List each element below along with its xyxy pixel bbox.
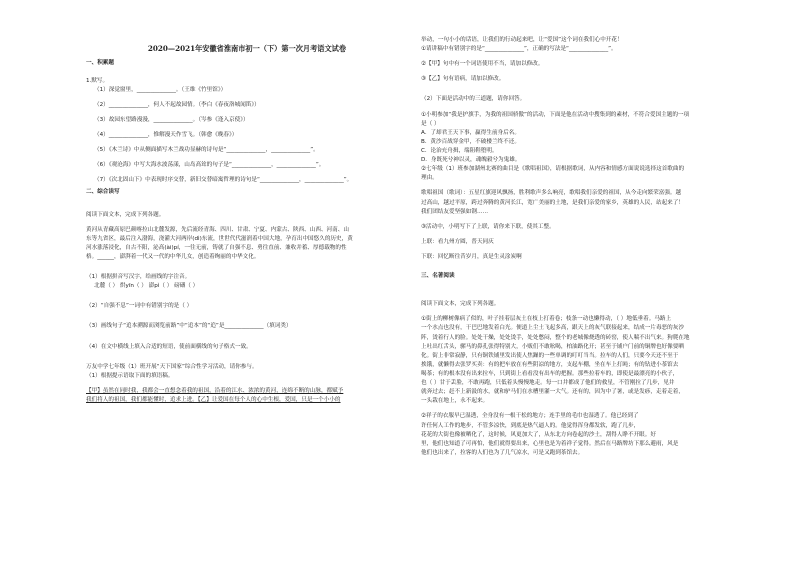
pinyin-blanks: 北麓（ ） 烘yīn（ ） 澎pì（ ） 磅礴（ ） (94, 283, 199, 290)
couplet-upper: 上联：看九州方圆，普天同庆 (421, 238, 494, 245)
speech-continuation: 举动，一句小小的话语，让我们的行动起来吧，让“爱国”这个词在我们心中开花！ (421, 37, 623, 43)
novel-line: 上吐出红舌头，骡马的鼻孔张得特别大，小贩们不敢吆喝，柏油路化开；甚至于铺户门前的铜牌也好像要晒 (421, 343, 684, 350)
dictation-item: （3）故园东望路漫漫，______________。（岑参《逢入京使》） (94, 116, 249, 123)
question-1-heading: 1.默写。 (86, 77, 109, 84)
novel-line: 一个水点也没有，干巴巴地发着白光。便道上尘土飞起多高，跟天上的灰气联接起来，结成一片毒恶的灰沙 (421, 325, 684, 332)
option-b: B．黄沙百战穿金甲，不破楼兰终不还。 (421, 138, 520, 145)
exam-title: 2020—2021年安徽省淮南市初一（下）第一次月考语文试卷 (147, 44, 347, 53)
reading-intro: 阅读下面文本，完成下列各题。 (86, 211, 165, 218)
novel-line: 阵，烫着行人的脸。处处干燥，处处烫手，处处憋闷，整个的老城像烧透的砖窑，使人喘不出气来。狗爬在地 (421, 334, 690, 341)
dictation-item: （1）深觉窗里，______________。（王维《竹里馆》） (94, 86, 227, 93)
passage-line: 东等九省区，最后注入渤海，浇灌大河两岸(dì)东流，世世代代滋润着中国大地，孕育出中国悠久的历史，黄 (86, 235, 353, 242)
novel-line: 也（ ）甘于丢脸，不敢再跑，只低着头慢慢地走。每一口井都成了他们的救星，不管刚拉了几步，见井 (421, 380, 675, 387)
dictation-item: （7）《次北固山下》中表现时序交替，新旧交替暗寓哲理的诗句是“______________，______________”。 (94, 177, 353, 184)
novel-line: 花花的大街也像被晒化了，这时候，风更加大了，从东北方向卷起的沙土，刮得人睁不开眼。好 (421, 431, 656, 438)
lyrics-line: 歌唱祖国（歌词）：五星红旗迎风飘扬，胜利歌声多么响亮，歌唱我们亲爱的祖国，从今走向繁荣富强。越 (421, 190, 682, 197)
sub-question-1: （1）根据拼音写汉字，给画线的字注音。 (86, 274, 191, 281)
passage-line: 格。______，澎湃着一代又一代的中华儿女，创造着绚丽的中华文化。 (86, 253, 260, 260)
sub-question-heading: （2）下面是活动中的三道题，请你回答。 (421, 96, 526, 103)
novel-line: 喝茶；有的根本没有出来拉车，只到街上看看没有出车的把握。那些拉着车的，即使是最漂亮的小伙子， (421, 370, 679, 377)
task-item: ①请讲稿中有错别字的是“______________”，正确的写法是“______________”。 (421, 46, 617, 53)
novel-line: 许任何人工作的地步，不管多凉快，到底是热气逼人的。他觉得浑身都发软，跑了几步， (421, 422, 640, 429)
dictation-item: （5）《木兰诗》中从侧面描写木兰战功显赫的诗句是“______________，______________”。 (94, 147, 319, 154)
activity-sub: （1）根据提示语取下面的填语稿。 (86, 372, 174, 379)
option-c: C．论治充舟揖，端阻鞋堕明。 (421, 147, 498, 154)
speech-line: 我们将人的祖国，我们都能懂时，追求上进。【乙】让爱国在每个人的心中生根，爱国，只是一个小小的 (86, 396, 341, 403)
novel-line: 挨饿，就懒得去张罗买卖：有的把车放在有些阴凉的地方，支起车棚，坐在车上打盹；有的钻进小茶馆去 (421, 361, 679, 368)
sub-question-3: （3）画线句子“追本溯源而浏览前路”中“追本”的“追”是______________（填词类） (86, 323, 292, 330)
section-heading-3: 三、名著阅读 (421, 273, 455, 280)
dictation-item: （2）______________，何人不起故园情。（李白《春夜洛城闻笛》） (94, 101, 260, 108)
novel-line: 就奔过去；赶不上新汲的水，就和驴马们在水槽里灌一大气。还有的，因为中了暑，或是发痧，走着走着， (421, 389, 684, 396)
novel-line: 他们也出来了，拉客的人们也为了几气凉水，可是又跑到茶馆去。 (421, 449, 584, 456)
speech-line: 【甲】虽然在同时我，我都会一直想念着我的祖国，沿着的江水、浓浓的黄河，连绵不断的山脉，都赋予 (86, 387, 344, 394)
section-heading-2: 二、综合读写 (86, 189, 120, 196)
mc-question: ①小明参加“我是护旗手，为我的祖国骄傲”的活动，下面是他在活动中搜集到的素材，不符合爱国主题的一项 (421, 111, 690, 118)
novel-line: 化。街上非常寂静，只有铜铁铺里发出使人焦躁的一些单调的叮叮当当。拉车的人们，只要今天还不至于 (421, 352, 679, 359)
novel-line: ②祥子的衣服早已湿透，全身没有一根干松的地方；连手里的毛巾也湿透了。他已经到了 (421, 413, 639, 420)
left-column (86, 0, 408, 562)
dictation-item: （4）______________，惟解漫天作雪飞。（韩愈《晚春》） (94, 131, 238, 138)
novel-line: ①街上的柳树像病了似的，叶子挂着层灰土在枝上打着卷；枝条一动也懒得动，（ ）地低垂着。马路上 (421, 316, 672, 323)
option-a: A．了却君王天下事，赢得生前身后名。 (421, 129, 520, 136)
song-question: 理由。 (421, 175, 438, 182)
passage-line: 黄河从青藏高原巴颜喀拉山北麓发源，先后流经青海、四川、甘肃、宁夏、内蒙古、陕西、山西、河南、山 (86, 226, 349, 233)
mc-question: 是（ ） (421, 120, 440, 127)
right-column (421, 0, 751, 562)
reading-intro: 阅读下面文本，完成下列各题。 (421, 301, 500, 308)
novel-line: 里，他们也知道了可再怕，他们就得要出来，心里也是为着祥子觉得。然后在马路牌坊下那么避雨，风是 (421, 440, 679, 447)
option-d: D．身既死兮神以灵，魂魄毅兮为鬼雄。 (421, 157, 521, 164)
couplet-lower: 下联：回忆断往昔岁月，真是生灵涂炭啊 (421, 253, 522, 260)
lyrics-line: 我们团结友爱坚强如钢…… (421, 208, 489, 215)
activity-intro: 万友中学七年级（1）班开展“天下国家”综合性学习活动，请你参与。 (86, 363, 258, 370)
task-item: ②【甲】句中有一个词语使用不当，请加以修改。 (421, 61, 544, 68)
sub-question-4: （4）在文中横线上填入合适的短语，使前面横线的句子格式一致。 (86, 343, 252, 350)
sub-question-2: （2）“自强不息”一词中有错别字的是（ ） (86, 303, 193, 310)
task-item: ③【乙】句有语病，请加以修改。 (421, 76, 505, 83)
song-question: ②七年级（1）班参加湖州北赛的曲目是《歌唱祖国》，请根据歌词，从内容和情感方面说说选择这首歌曲的 (421, 166, 685, 173)
dictation-item: （6）《观沧海》中写大海水波荡漾，山岛高耸的句子是“______________，______________”。 (94, 162, 325, 169)
couplet-question: ③活动中，小明写下了上联，请你来下联，使其工整。 (421, 223, 555, 230)
section-heading-1: 一、积累题 (86, 60, 114, 67)
passage-line: 河水涨落浸化，自古不阳，泌高(ài)pí，一往无前，铸就了自强不息、勇往直前、兼收并蓄、厚德载物的性 (86, 244, 347, 251)
lyrics-line: 过高山，越过平原，跨过奔腾的黄河长江，宽广美丽的土地，是我们亲爱的家乡，英雄的人民，站起来了！ (421, 199, 684, 206)
novel-line: 一头栽在地上，永不起来。 (421, 398, 489, 405)
